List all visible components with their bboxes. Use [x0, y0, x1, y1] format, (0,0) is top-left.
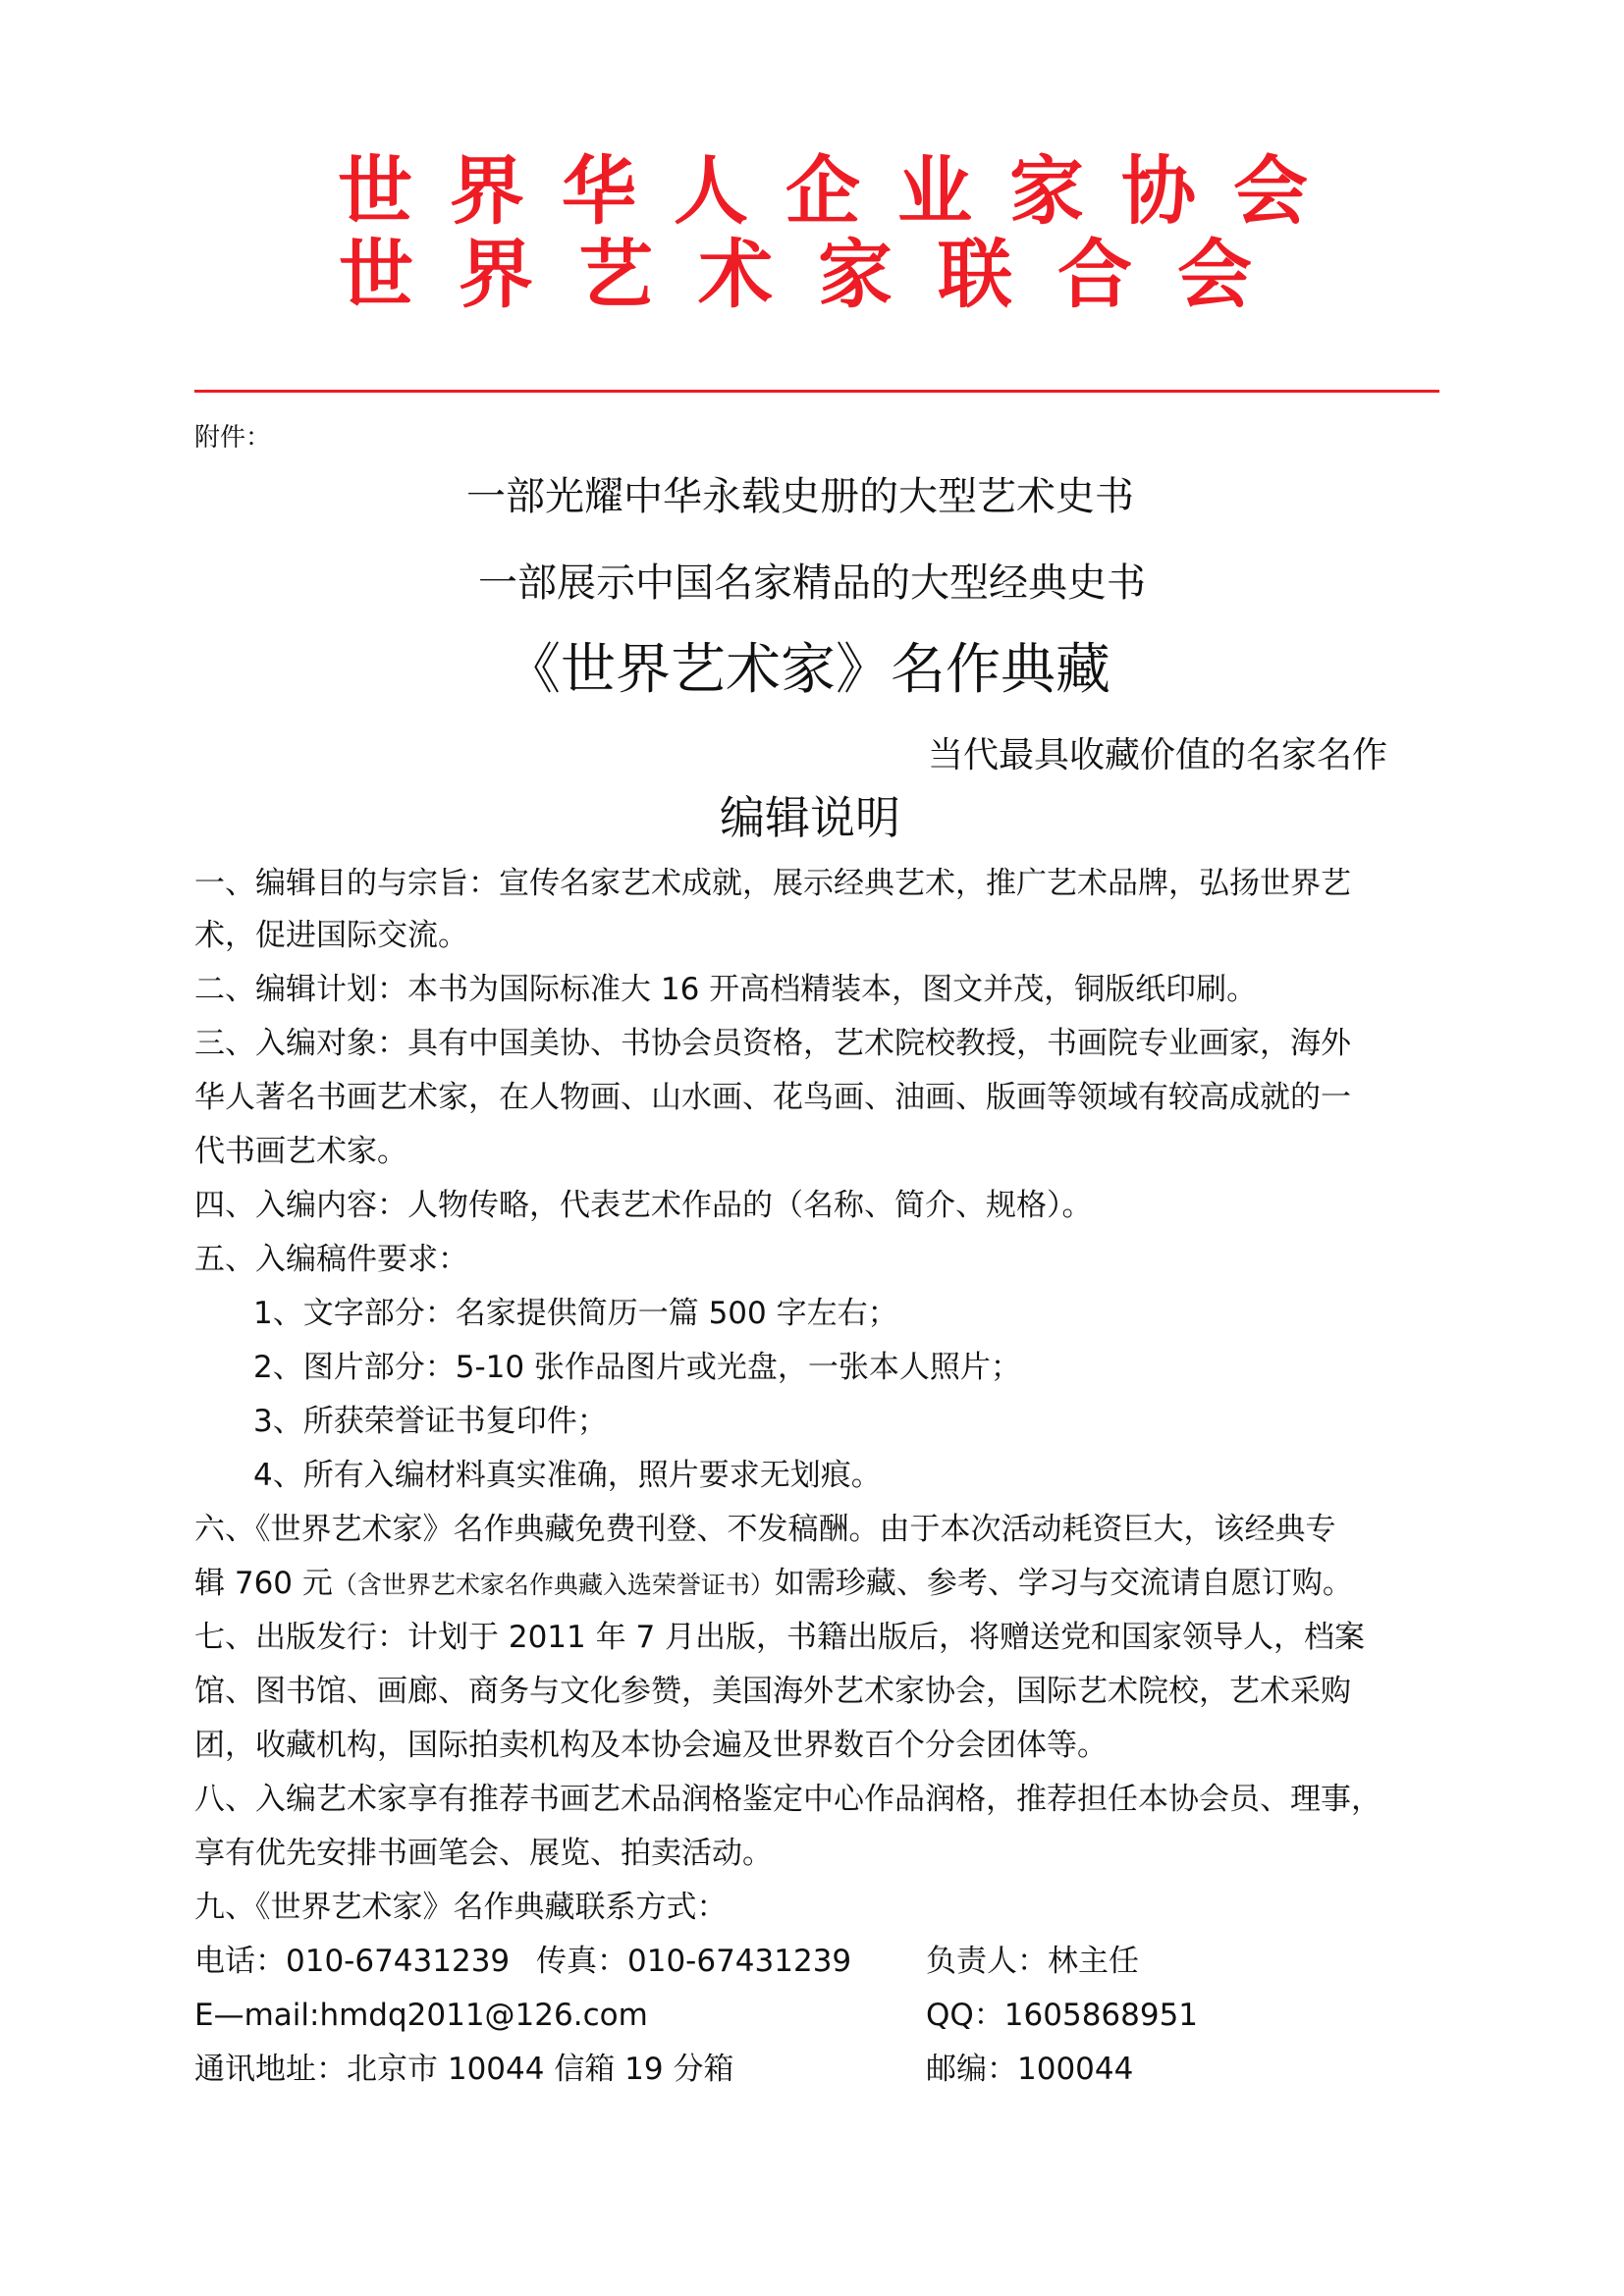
- slogan-line-2: 一部展示中国名家精品的大型经典史书: [478, 561, 1146, 606]
- item-5-sub-3: 3、所获荣誉证书复印件；: [253, 1404, 608, 1439]
- item-6-order: 如需珍藏、参考、学习与交流请自愿订购。: [774, 1566, 1353, 1601]
- item-1-line-2: 术，促进国际交流。: [194, 918, 468, 953]
- contact-phone: 电话：010-67431239: [194, 1944, 511, 1979]
- slogan-line-1: 一部光耀中华永载史册的大型艺术史书: [466, 474, 1134, 519]
- org-name-2: 世界艺术家联合会: [339, 231, 1297, 318]
- contact-qq: QQ：1605868951: [926, 1998, 1199, 2033]
- item-5: 五、入编稿件要求：: [194, 1242, 468, 1277]
- item-4: 四、入编内容：人物传略，代表艺术作品的（名称、简介、规格）。: [194, 1188, 1093, 1223]
- book-title: 《世界艺术家》名作典藏: [506, 638, 1110, 702]
- item-5-sub-1: 1、文字部分：名家提供简历一篇 500 字左右；: [253, 1296, 898, 1331]
- item-6-line-1: 六、《世界艺术家》名作典藏免费刊登、不发稿酬。由于本次活动耗资巨大，该经典专: [194, 1512, 1336, 1547]
- item-6-line-2: [194, 1564, 1353, 1605]
- item-6-note: （含世界艺术家名作典藏入选荣誉证书）: [332, 1571, 775, 1599]
- item-7-line-1: 七、出版发行：计划于 2011 年 7 月出版，书籍出版后，将赠送党和国家领导人，档案: [194, 1620, 1366, 1655]
- item-7-line-3: 团，收藏机构，国际拍卖机构及本协会遍及世界数百个分会团体等。: [194, 1728, 1108, 1763]
- item-3-line-3: 代书画艺术家。: [194, 1134, 407, 1169]
- attachment-label: 附件：: [194, 423, 272, 453]
- org-name-1: 世界华人企业家协会: [338, 147, 1345, 235]
- item-3-line-1: 三、入编对象：具有中国美协、书协会员资格，艺术院校教授，书画院专业画家，海外: [194, 1026, 1351, 1061]
- item-8-line-1: 八、入编艺术家享有推荐书画艺术品润格鉴定中心作品润格，推荐担任本协会员、理事，: [194, 1782, 1381, 1817]
- contact-email: E—mail:hmdq2011@126.com: [194, 1998, 648, 2033]
- item-6-price: 辑 760 元: [194, 1566, 333, 1601]
- item-7-line-2: 馆、图书馆、画廊、商务与文化参赞，美国海外艺术家协会，国际艺术院校，艺术采购: [194, 1674, 1351, 1709]
- contact-postcode: 邮编：100044: [926, 2052, 1134, 2087]
- item-5-sub-2: 2、图片部分：5-10 张作品图片或光盘，一张本人照片；: [253, 1350, 1021, 1385]
- contact-person: 负责人：林主任: [926, 1944, 1139, 1979]
- item-8-line-2: 享有优先安排书画笔会、展览、拍卖活动。: [194, 1836, 773, 1871]
- item-9: 九、《世界艺术家》名作典藏联系方式：: [194, 1890, 728, 1925]
- book-subtitle: 当代最具收藏价值的名家名作: [928, 735, 1388, 775]
- contact-address: 通讯地址：北京市 10044 信箱 19 分箱: [194, 2052, 734, 2087]
- contact-fax: 传真：010-67431239: [536, 1944, 852, 1979]
- item-1-line-1: 一、编辑目的与宗旨：宣传名家艺术成就，展示经典艺术，推广艺术品牌，弘扬世界艺: [194, 866, 1351, 901]
- item-3-line-2: 华人著名书画艺术家，在人物画、山水画、花鸟画、油画、版画等领域有较高成就的一: [194, 1080, 1351, 1115]
- section-title: 编辑说明: [720, 791, 900, 844]
- item-5-sub-4: 4、所有入编材料真实准确，照片要求无划痕。: [253, 1458, 882, 1493]
- header-divider: [194, 390, 1439, 393]
- item-2: 二、编辑计划：本书为国际标准大 16 开高档精装本，图文并茂，铜版纸印刷。: [194, 972, 1258, 1007]
